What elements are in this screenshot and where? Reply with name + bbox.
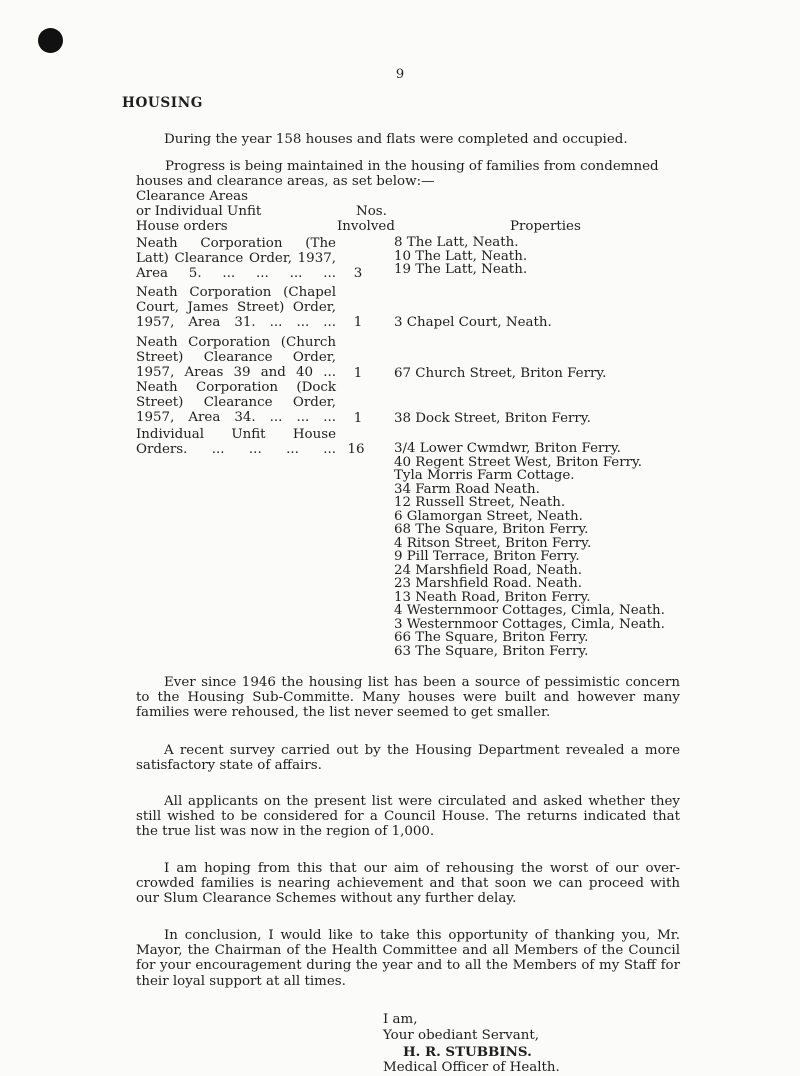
table-row-number: 1 <box>353 366 363 381</box>
table-row-number: 1 <box>353 411 363 426</box>
signature-block: I am, Your obediant Servant, H. R. STUBBINS. Medical Officer of Health. <box>383 1012 560 1075</box>
table-row-label: Individual Unfit House Orders. ... ... ... ... <box>136 427 336 457</box>
paragraph-conclusion: In conclusion, I would like to take this opportunity of thanking you, Mr. Mayor, the Chairman of the Health Committee and all Members of the Council for your encouragement during the year and to all the Members of my Staff for their loyal support at all times. <box>136 928 680 989</box>
section-heading: HOUSING <box>122 95 203 111</box>
table-row-properties: 8 The Latt, Neath. 10 The Latt, Neath. 19 The Latt, Neath. <box>394 235 528 277</box>
paragraph-applicants: All applicants on the present list were circulated and asked whether they still wished to be considered for a Council House. The returns indicated that the true list was now in the region of 1,000. <box>136 794 680 840</box>
table-row-properties: 3/4 Lower Cwmdwr, Briton Ferry. 40 Regent Street West, Briton Ferry. Tyla Morris Farm Cottage. 34 Farm Road Neath. 12 Russell Street, Neath. 6 Glamorgan Street, Neath. 68 The Square, Briton Ferry. 4 Ritson Street, Briton Ferry. 9 Pill Terrace, Briton Ferry. 24 Marshfield Road, Neath. 23 Marshfield Road. Neath. 13 Neath Road, Briton Ferry. 4 Westernmoor Cottages, Cimla, Neath. 3 Westernmoor Cottages, Cimla, Neath. 66 The Square, Briton Ferry. 63 The Square, Briton Ferry. <box>394 441 665 659</box>
paragraph-rehousing: I am hoping from this that our aim of rehousing the worst of our over-crowded families is nearing achievement and that soon we can proceed with our Slum Clearance Schemes without any further delay. <box>136 861 680 907</box>
table-header-nos-involved: Nos. Involved <box>337 204 395 234</box>
paragraph-survey: A recent survey carried out by the Housing Department revealed a more satisfactory state of affairs. <box>136 743 680 774</box>
table-row-number: 1 <box>353 315 363 330</box>
table-header-properties: Properties <box>510 219 581 234</box>
page-number: 9 <box>395 67 405 82</box>
table-row-label: Neath Corporation (Church Street) Clearance Order, 1957, Areas 39 and 40 ... <box>136 335 336 380</box>
table-row-properties: 67 Church Street, Briton Ferry. <box>394 366 607 381</box>
table-row-label: Neath Corporation (Chapel Court, James Street) Order, 1957, Area 31. ... ... ... <box>136 285 336 330</box>
table-row-number: 16 <box>347 442 365 457</box>
paragraph-housing-list: Ever since 1946 the housing list has been a source of pessimistic concern to the Housing Sub-Committe. Many houses were built and however many families were rehoused, the list never seemed to get smaller. <box>136 675 680 721</box>
intro-paragraph: During the year 158 houses and flats were completed and occupied. <box>164 132 628 147</box>
table-row-label: Neath Corporation (Dock Street) Clearance Order, 1957, Area 34. ... ... ... <box>136 380 336 425</box>
progress-line-1: Progress is being maintained in the housing of families from condemned <box>165 159 659 174</box>
table-row-number: 3 <box>353 266 363 281</box>
progress-line-2: houses and clearance areas, as set below:— <box>136 174 435 189</box>
table-header-clearance-areas: Clearance Areas or Individual Unfit House orders <box>136 189 262 234</box>
table-row-properties: 3 Chapel Court, Neath. <box>394 315 552 330</box>
table-row-label: Neath Corporation (The Latt) Clearance Order, 1937, Area 5. ... ... ... ... <box>136 236 336 281</box>
punch-hole <box>38 28 63 53</box>
table-row-properties: 38 Dock Street, Briton Ferry. <box>394 411 591 426</box>
